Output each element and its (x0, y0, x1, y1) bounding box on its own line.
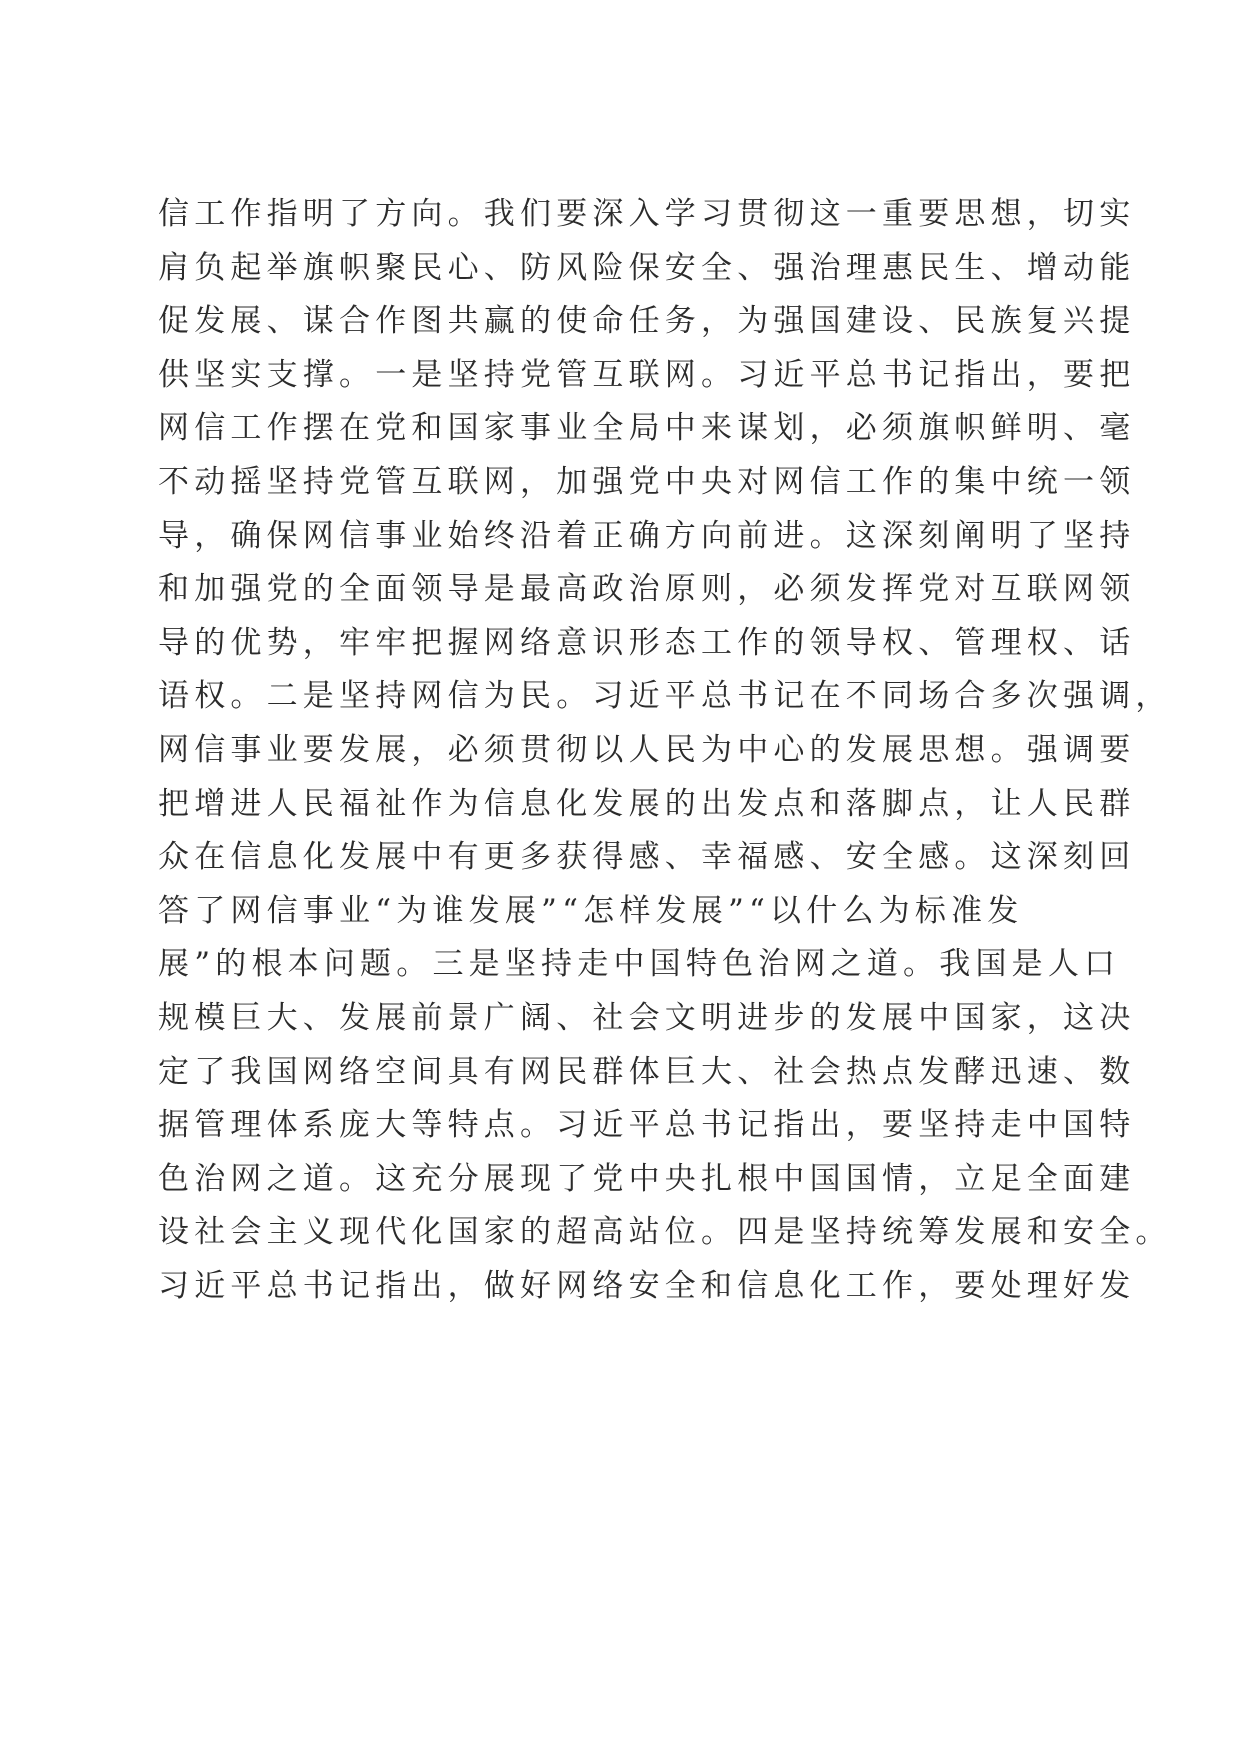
text-line: 展”的根本问题。三是坚持走中国特色治网之道。我国是人口 (158, 946, 1121, 983)
text-line: 把增进人民福祉作为信息化发展的出发点和落脚点，让人民群 (158, 785, 1136, 822)
text-line: 网信工作摆在党和国家事业全局中来谋划，必须旗帜鲜明、毫 (158, 410, 1136, 447)
text-line: 习近平总书记指出，做好网络安全和信息化工作，要处理好发 (158, 1267, 1136, 1304)
text-line: 肩负起举旗帜聚民心、防风险保安全、强治理惠民生、增动能 (158, 249, 1136, 286)
text-line: 答了网信事业“为谁发展”“怎样发展”“以什么为标准发 (158, 892, 1024, 929)
text-line: 色治网之道。这充分展现了党中央扎根中国国情，立足全面建 (158, 1160, 1136, 1197)
text-line: 网信事业要发展，必须贯彻以人民为中心的发展思想。强调要 (158, 731, 1136, 768)
text-line: 不动摇坚持党管互联网，加强党中央对网信工作的集中统一领 (158, 463, 1136, 500)
text-line: 导的优势，牢牢把握网络意识形态工作的领导权、管理权、话 (158, 624, 1136, 661)
text-line: 促发展、谋合作图共赢的使命任务，为强国建设、民族复兴提 (158, 303, 1136, 340)
text-line: 众在信息化发展中有更多获得感、幸福感、安全感。这深刻回 (158, 839, 1136, 876)
text-line: 和加强党的全面领导是最高政治原则，必须发挥党对互联网领 (158, 571, 1136, 608)
text-line: 供坚实支撑。一是坚持党管互联网。习近平总书记指出，要把 (158, 356, 1136, 393)
text-line: 定了我国网络空间具有网民群体巨大、社会热点发酵迅速、数 (158, 1053, 1136, 1090)
text-line: 语权。二是坚持网信为民。习近平总书记在不同场合多次强调， (158, 678, 1172, 715)
text-line: 规模巨大、发展前景广阔、社会文明进步的发展中国家，这决 (158, 999, 1136, 1036)
text-line: 设社会主义现代化国家的超高站位。四是坚持统筹发展和安全。 (158, 1214, 1172, 1251)
text-line: 据管理体系庞大等特点。习近平总书记指出，要坚持走中国特 (158, 1107, 1136, 1144)
body-paragraph (158, 188, 1172, 1313)
text-line: 导，确保网信事业始终沿着正确方向前进。这深刻阐明了坚持 (158, 517, 1136, 554)
text-line: 信工作指明了方向。我们要深入学习贯彻这一重要思想，切实 (158, 196, 1136, 232)
